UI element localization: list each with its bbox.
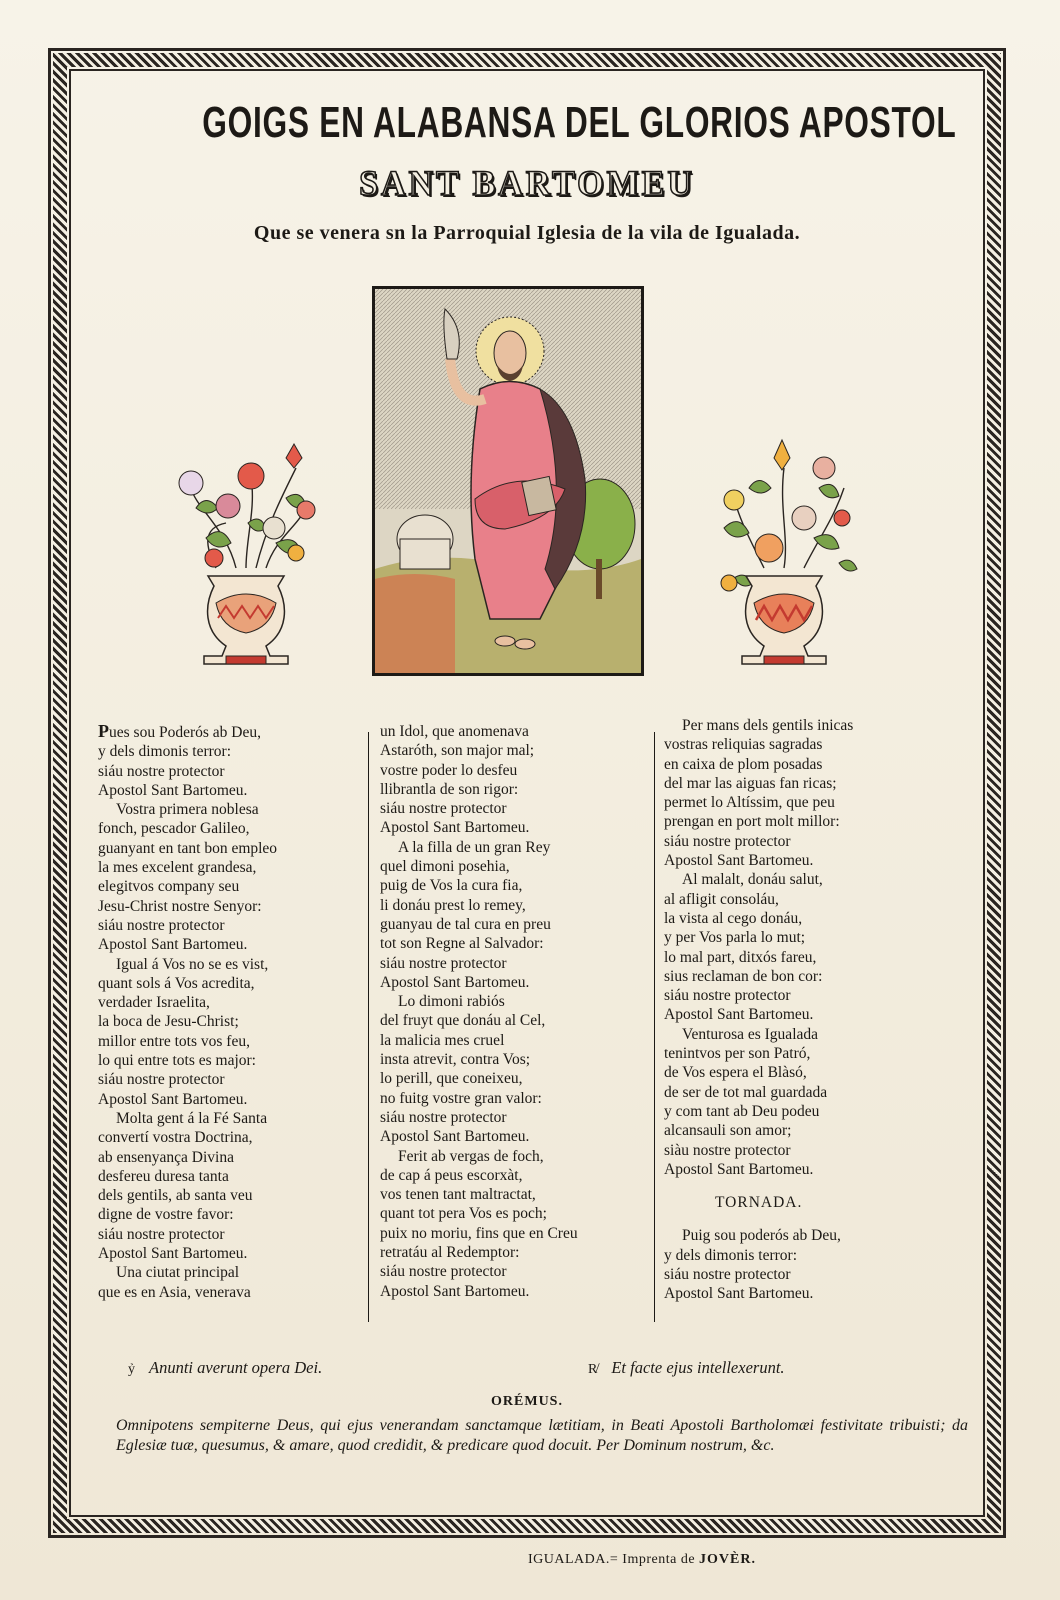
verse-line-text: vostre poder lo desfeu	[380, 761, 518, 779]
verse-line	[98, 1032, 277, 1051]
verse-line-text: verdader Israelita,	[98, 994, 210, 1012]
closing-prayer: Omnipotens sempiterne Deus, qui ejus venerandam sanctamque lætitiam, in Beati Apostoli Bartholomæi festivitate tribuisti; da Eglesiæ tuæ, quesumus, & amare, quod credidit, & predicare quod docuit. Per Dominum nostrum, &c.	[116, 1417, 968, 1454]
verse-line	[664, 1246, 853, 1265]
verse-line	[98, 916, 277, 935]
verse-line-text: Jesu-Christ nostre Senyor:	[98, 897, 262, 915]
verse-line	[380, 1185, 578, 1204]
verse-line-text: insta atrevit, contra Vos;	[380, 1051, 531, 1069]
verse-line	[664, 1141, 853, 1160]
verse-line	[380, 761, 578, 780]
verse-line-text: Apostol Sant Bartomeu.	[380, 819, 530, 837]
verse-line	[380, 876, 578, 895]
verse-line-text: siáu nostre protector	[664, 832, 791, 850]
verse-line-text: vos tenen tant maltractat,	[380, 1186, 536, 1204]
verse-line-text: siáu nostre protector	[664, 1266, 791, 1284]
verse-line	[98, 1051, 277, 1070]
verse-line-text: prengan en port molt millor:	[664, 813, 840, 831]
verse-line	[380, 1050, 578, 1069]
response-mark: R̸	[588, 1362, 598, 1377]
verse-line	[380, 1243, 578, 1262]
verse-line-text: siáu nostre protector	[380, 954, 507, 972]
verse-line	[664, 735, 853, 754]
verse-line	[664, 986, 853, 1005]
verse-line-text: siáu nostre protector	[98, 1071, 225, 1089]
verse-line-text: la boca de Jesu-Christ;	[98, 1013, 239, 1031]
verse-line	[98, 1244, 277, 1263]
verse-line	[664, 1265, 853, 1284]
verse-line	[98, 993, 277, 1012]
verse-line	[380, 1011, 578, 1030]
verse-line-text: desfereu duresa tanta	[98, 1167, 229, 1185]
versicle-line	[128, 1358, 322, 1378]
column-divider-2	[654, 732, 655, 1322]
verse-line-text: lo qui entre tots es major:	[98, 1052, 256, 1070]
verse-line-text: Apostol Sant Bartomeu.	[380, 973, 530, 991]
verse-line-text: elegitvos company seu	[98, 878, 240, 896]
verse-line-text: siàu nostre protector	[664, 1141, 791, 1159]
verse-line	[664, 1121, 853, 1140]
subtitle: Que se venera sn la Parroquial Iglesia de la vila de Igualada.	[253, 222, 801, 244]
verse-line	[664, 1102, 853, 1121]
verse-line-text: del fruyt que donáu al Cel,	[380, 1012, 546, 1030]
verse-line-text: en caixa de plom posadas	[664, 755, 823, 773]
verse-line	[664, 1226, 853, 1245]
verse-line	[664, 1083, 853, 1102]
verse-line-text: Apostol Sant Bartomeu.	[380, 1128, 530, 1146]
verse-line-text: de Vos espera el Blàsó,	[664, 1064, 807, 1082]
verse-line-text: y dels dimonis terror:	[664, 1246, 798, 1264]
verse-line	[664, 909, 853, 928]
verse-line	[98, 1070, 277, 1089]
verse-line-text: y per Vos parla lo mut;	[664, 929, 806, 947]
verse-line-text: de ser de tot mal guardada	[664, 1083, 828, 1101]
verse-line	[380, 1089, 578, 1108]
verse-line-text: Apostol Sant Bartomeu.	[664, 852, 814, 870]
imprint-place: IGUALADA.	[528, 1552, 610, 1567]
verse-line	[664, 832, 853, 851]
verse-line-text: Venturosa es Igualada	[682, 1025, 819, 1043]
verse-line-text: puix no moriu, fins que en Creu	[380, 1224, 578, 1242]
flower-vase-right-illustration	[694, 428, 874, 668]
verse-line-text: vostras reliquias sagradas	[664, 736, 823, 754]
verse-line	[664, 1005, 853, 1024]
verse-line	[664, 1025, 853, 1044]
verse-line	[98, 742, 277, 761]
verse-line	[98, 955, 277, 974]
verse-line-text: ab ensenyança Divina	[98, 1148, 234, 1166]
verse-line	[380, 1108, 578, 1127]
verse-line	[664, 1063, 853, 1082]
verse-line	[664, 948, 853, 967]
verse-line	[380, 1204, 578, 1223]
saint-bartholomew-woodcut	[372, 286, 644, 676]
verse-line	[98, 1109, 277, 1128]
verse-line	[98, 839, 277, 858]
verse-line-text: siáu nostre protector	[98, 1225, 225, 1243]
verse-line	[98, 1205, 277, 1224]
verse-line-text: siáu nostre protector	[98, 762, 225, 780]
verse-line-text: quant tot pera Vos es poch;	[380, 1205, 547, 1223]
verse-line	[664, 870, 853, 889]
verse-line-text: la malicia mes cruel	[380, 1031, 505, 1049]
verse-line	[380, 1147, 578, 1166]
versicle-mark: ỷ	[128, 1362, 135, 1377]
verse-line	[98, 1128, 277, 1147]
verse-line	[98, 1090, 277, 1109]
verse-line-text: Molta gent á la Fé Santa	[116, 1109, 268, 1127]
verse-line	[98, 1148, 277, 1167]
verse-line-text: dels gentils, ab santa veu	[98, 1187, 253, 1205]
imprint-printer: JOVÈR.	[699, 1552, 756, 1567]
verse-line-text: la mes excelent grandesa,	[98, 859, 257, 877]
verse-line	[98, 877, 277, 896]
response-text: Et facte ejus intellexerunt.	[611, 1358, 785, 1377]
verse-line	[98, 781, 277, 800]
verse-line-text: Apostol Sant Bartomeu.	[664, 1285, 814, 1303]
verse-line-text: Ferit ab vergas de foch,	[398, 1147, 544, 1165]
versicle-text: Anunti averunt opera Dei.	[149, 1358, 323, 1377]
verse-line-text: Per mans dels gentils inicas	[682, 717, 854, 734]
verse-line	[380, 1069, 578, 1088]
verse-line-text: lo mal part, ditxós fareu,	[664, 948, 817, 966]
verse-line-text: y dels dimonis terror:	[98, 743, 232, 761]
verse-line-text: al afligit consoláu,	[664, 890, 779, 908]
verse-line	[380, 799, 578, 818]
verse-line-text: tot son Regne al Salvador:	[380, 935, 544, 953]
verse-line-text: Apostol Sant Bartomeu.	[380, 1282, 530, 1300]
verse-line	[98, 935, 277, 954]
verse-line-text: quant sols á Vos acredita,	[98, 974, 255, 992]
verse-line-text: siáu nostre protector	[664, 987, 791, 1005]
verse-line-text: Al malalt, donáu salut,	[682, 871, 823, 889]
verse-line-text: siáu nostre protector	[380, 800, 507, 818]
verse-line	[664, 774, 853, 793]
verse-line	[380, 722, 578, 741]
verse-line-text: puig de Vos la cura fia,	[380, 877, 523, 895]
verse-line	[380, 1224, 578, 1243]
verse-line-text: ues sou Poderós ab Deu,	[109, 724, 261, 741]
title-line-1: GOIGS EN ALABANSA DEL GLORIOS APOSTOL	[202, 98, 957, 147]
verse-column-2	[380, 722, 578, 1301]
verse-line-text: la vista al cego donáu,	[664, 909, 803, 927]
verse-line-text: siáu nostre protector	[380, 1108, 507, 1126]
verse-line	[664, 1044, 853, 1063]
verse-line	[98, 1263, 277, 1282]
verse-line	[98, 819, 277, 838]
verse-line	[380, 1282, 578, 1301]
verse-line	[98, 1186, 277, 1205]
verse-line-text: siáu nostre protector	[380, 1263, 507, 1281]
verse-line	[380, 1262, 578, 1281]
verse-line-text: Apostol Sant Bartomeu.	[98, 1245, 248, 1263]
verse-line	[380, 741, 578, 760]
verse-line-text: y com tant ab Deu podeu	[664, 1102, 820, 1120]
verse-line-text: millor entre tots vos feu,	[98, 1032, 250, 1050]
verse-line-text: retratáu al Redemptor:	[380, 1244, 520, 1262]
verse-line	[664, 793, 853, 812]
column-divider-1	[368, 732, 369, 1322]
verse-line	[98, 800, 277, 819]
verse-line	[380, 1166, 578, 1185]
verse-line-text: fonch, pescador Galileo,	[98, 820, 250, 838]
verse-line-text: un Idol, que anomenava	[380, 723, 529, 740]
printer-imprint	[528, 1552, 756, 1568]
verse-line	[98, 1225, 277, 1244]
verse-line	[380, 857, 578, 876]
verse-line-text: guanyau de tal cura en preu	[380, 915, 551, 933]
verse-line-text: de cap á peus escorxàt,	[380, 1166, 523, 1184]
verse-line	[380, 1127, 578, 1146]
verse-line	[380, 780, 578, 799]
verse-line	[380, 1031, 578, 1050]
verse-line-text: tenintvos per son Patró,	[664, 1045, 811, 1063]
verse-line	[664, 1160, 853, 1179]
verse-column-1	[98, 722, 277, 1302]
verse-line	[98, 858, 277, 877]
verse-line	[98, 722, 277, 742]
verse-line-text: Apostol Sant Bartomeu.	[98, 1090, 248, 1108]
verse-line-text: Apostol Sant Bartomeu.	[98, 936, 248, 954]
verse-line	[664, 812, 853, 831]
verse-line-text: quel dimoni posehia,	[380, 858, 510, 876]
verse-line-text: convertí vostra Doctrina,	[98, 1129, 253, 1147]
verse-line-text: del mar las aiguas fan ricas;	[664, 774, 837, 792]
verse-line-text: digne de vostre favor:	[98, 1206, 234, 1224]
verse-line	[664, 755, 853, 774]
verse-line	[664, 967, 853, 986]
verse-line-text: Apostol Sant Bartomeu.	[98, 781, 248, 799]
verse-line-text: que es en Asia, venerava	[98, 1283, 251, 1301]
verse-line	[380, 896, 578, 915]
drop-cap: P	[98, 721, 109, 741]
verse-line	[98, 1012, 277, 1031]
verse-line-text: guanyant en tant bon empleo	[98, 839, 278, 857]
verse-line	[664, 928, 853, 947]
verse-line	[664, 890, 853, 909]
oremus-heading: ORÉMUS.	[491, 1394, 563, 1409]
response-line	[588, 1358, 785, 1378]
verse-line	[664, 851, 853, 870]
tornada-heading: TORNADA.	[714, 1194, 803, 1212]
imprint-text: = Imprenta de	[609, 1552, 696, 1567]
sheet-content	[76, 76, 978, 1510]
verse-line-text: sius reclaman de bon cor:	[664, 967, 823, 985]
verse-line-text: Vostra primera noblesa	[116, 801, 259, 819]
verse-line-text: li donáu prest lo remey,	[380, 896, 526, 914]
verse-line	[664, 716, 853, 735]
verse-line	[380, 915, 578, 934]
verse-line	[98, 762, 277, 781]
verse-line	[664, 1284, 853, 1303]
verse-line	[98, 974, 277, 993]
verse-line-text: Apostol Sant Bartomeu.	[664, 1160, 814, 1178]
verse-line-text: alcansauli son amor;	[664, 1122, 792, 1140]
verse-line-text: Una ciutat principal	[116, 1264, 240, 1282]
verse-line	[98, 897, 277, 916]
verse-line-text: Apostol Sant Bartomeu.	[664, 1006, 814, 1024]
verse-line	[380, 934, 578, 953]
verse-line-text: A la filla de un gran Rey	[398, 838, 551, 856]
verse-line	[380, 973, 578, 992]
verse-line	[380, 818, 578, 837]
verse-line-text: Igual á Vos no se es vist,	[116, 955, 269, 973]
verse-line-text: Lo dimoni rabiós	[398, 993, 505, 1011]
flower-vase-left-illustration	[156, 428, 336, 668]
verse-line	[98, 1283, 277, 1302]
verse-line-text: llibrantla de son rigor:	[380, 780, 519, 798]
verse-column-3	[664, 716, 853, 1304]
verse-line	[98, 1167, 277, 1186]
verse-line	[380, 838, 578, 857]
verse-line-text: permet lo Altíssim, que peu	[664, 794, 835, 812]
title-line-2: SANT BARTOMEU	[359, 163, 695, 203]
verse-line-text: Astaróth, son major mal;	[380, 742, 535, 760]
verse-line-text: siáu nostre protector	[98, 916, 225, 934]
verse-line-text: no fuitg vostre gran valor:	[380, 1089, 542, 1107]
verse-line	[380, 954, 578, 973]
verse-line	[380, 992, 578, 1011]
verse-line-text: Puig sou poderós ab Deu,	[682, 1227, 841, 1245]
verse-line-text: lo perill, que coneixeu,	[380, 1070, 523, 1088]
